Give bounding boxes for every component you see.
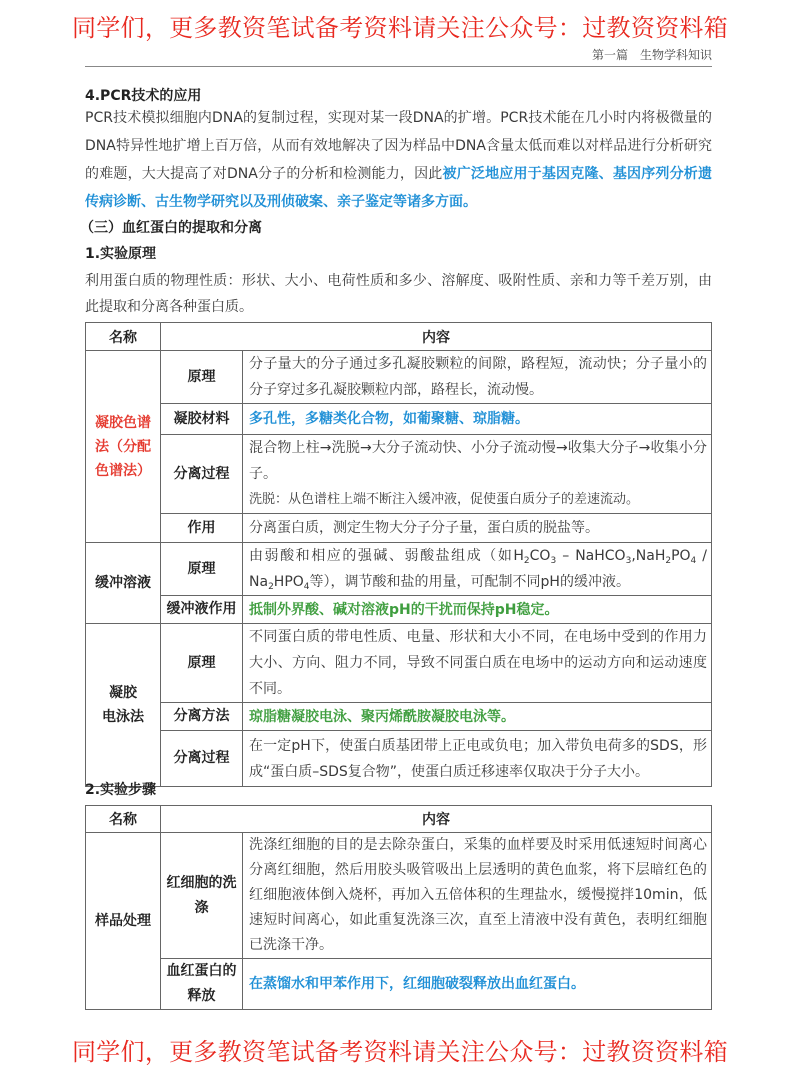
table-row bbox=[86, 543, 712, 596]
table-row bbox=[86, 624, 712, 703]
formula-text: HPO bbox=[273, 574, 304, 590]
section-title: （三）血红蛋白的提取和分离 bbox=[80, 220, 262, 236]
table-row bbox=[86, 351, 712, 404]
row-label-hemoglobin-release: 血红蛋白的释放 bbox=[161, 959, 243, 1010]
table-row bbox=[86, 596, 712, 624]
running-head: 第一篇 生物学科知识 bbox=[591, 48, 712, 62]
row-label-electrophoresis-process: 分离过程 bbox=[161, 731, 243, 787]
buffer-function-highlight: 抵制外界酸、碱对溶液pH的干扰而保持pH稳定。 bbox=[249, 601, 559, 618]
group-gel-chromatography: 凝胶色谱法（分配色谱法） bbox=[86, 351, 161, 543]
table-header-row bbox=[86, 323, 712, 351]
row-label-separation-process: 分离过程 bbox=[161, 435, 243, 514]
row-content-buffer-principle bbox=[243, 543, 712, 596]
formula-subscript: 4 bbox=[303, 582, 310, 592]
group-sample-processing: 样品处理 bbox=[86, 833, 161, 1010]
table-header-row bbox=[86, 806, 712, 833]
table-row bbox=[86, 833, 712, 959]
row-content-principle: 分子量大的分子通过多孔凝胶颗粒的间隙，路程短，流动快；分子量小的分子穿过多孔凝胶颗粒内部，路程长，流动慢。 bbox=[243, 351, 712, 404]
formula-text: CO bbox=[529, 548, 551, 564]
experiment-steps-table bbox=[85, 805, 712, 1010]
formula-text: 等），调节酸和盐的用量，可配制不同pH的缓冲液。 bbox=[309, 574, 630, 590]
row-content-separation-process bbox=[243, 435, 712, 514]
row-label-function: 作用 bbox=[161, 514, 243, 543]
header-content-cell: 内容 bbox=[161, 323, 712, 351]
separation-method-highlight: 琼脂糖凝胶电泳、聚丙烯酰胺凝胶电泳等。 bbox=[249, 708, 515, 725]
promo-banner-bottom: 同学们，更多教资笔试备考资料请关注公众号：过教资资料箱 bbox=[71, 1038, 729, 1066]
row-content-rbc-washing: 洗涤红细胞的目的是去除杂蛋白，采集的血样要及时采用低速短时间离心分离红细胞，然后用胶头吸管吸出上层透明的黄色血浆，将下层暗红色的红细胞液体倒入烧杯，再加入五倍体积的生理盐水，缓慢搅拌10min，低速短时间离心，如此重复洗涤三次，直至上清液中没有黄色，表明红细胞已洗涤干净。 bbox=[243, 833, 712, 959]
row-content-electrophoresis-process: 在一定pH下，使蛋白质基团带上正电或负电；加入带负电荷多的SDS，形成“蛋白质–SDS复合物”，使蛋白质迁移速率仅取决于分子大小。 bbox=[243, 731, 712, 787]
pcr-heading: 4.PCR技术的应用 bbox=[85, 88, 202, 104]
formula-subscript: 2 bbox=[268, 582, 274, 592]
row-content-separation-method bbox=[243, 703, 712, 731]
formula-subscript: 2 bbox=[665, 556, 672, 566]
group-buffer-solution: 缓冲溶液 bbox=[86, 543, 161, 624]
formula-subscript: 3 bbox=[550, 556, 557, 566]
pcr-paragraph bbox=[85, 104, 712, 216]
table-row bbox=[86, 435, 712, 514]
row-content-electrophoresis-principle: 不同蛋白质的带电性质、电量、形状和大小不同，在电场中受到的作用力大小、方向、阻力不同，导致不同蛋白质在电场中的运动方向和运动速度不同。 bbox=[243, 624, 712, 703]
row-label-buffer-principle: 原理 bbox=[161, 543, 243, 596]
separation-methods-table bbox=[85, 322, 712, 787]
formula-subscript: 3 bbox=[625, 556, 632, 566]
row-label-electrophoresis-principle: 原理 bbox=[161, 624, 243, 703]
header-content-cell: 内容 bbox=[161, 806, 712, 833]
formula-text: 由弱酸和相应的强碱、弱酸盐组成（如H bbox=[249, 548, 524, 564]
pcr-highlight: 被广泛地应用于基因克隆、基因序列分析遗传病诊断、古生物学研究以及刑侦破案、亲子鉴定等诸多方面。 bbox=[85, 166, 712, 210]
gel-material-highlight: 多孔性，多糖类化合物，如葡聚糖、琼脂糖。 bbox=[249, 411, 529, 427]
hemoglobin-release-highlight: 在蒸馏水和甲苯作用下，红细胞破裂释放出血红蛋白。 bbox=[249, 975, 585, 992]
formula-text: / Na bbox=[249, 548, 708, 590]
group-label-line: 电泳法 bbox=[102, 709, 144, 725]
formula-text: ,NaH bbox=[631, 548, 666, 564]
table-row bbox=[86, 959, 712, 1010]
promo-banner-top: 同学们，更多教资笔试备考资料请关注公众号：过教资资料箱 bbox=[71, 14, 729, 42]
group-label-line: 凝胶 bbox=[109, 685, 137, 701]
principle-heading: 1.实验原理 bbox=[85, 246, 157, 262]
row-content-function: 分离蛋白质，测定生物大分子分子量，蛋白质的脱盐等。 bbox=[243, 514, 712, 543]
table-row bbox=[86, 404, 712, 435]
formula-text: – NaHCO bbox=[556, 548, 626, 564]
formula-text: PO bbox=[671, 548, 691, 564]
row-label-separation-method: 分离方法 bbox=[161, 703, 243, 731]
row-content-gel-material bbox=[243, 404, 712, 435]
row-label-principle: 原理 bbox=[161, 351, 243, 404]
principle-paragraph: 利用蛋白质的物理性质：形状、大小、电荷性质和多少、溶解度、吸附性质、亲和力等千差万别，由此提取和分离各种蛋白质。 bbox=[85, 273, 712, 315]
elution-note: 洗脱：从色谱柱上端不断注入缓冲液，促使蛋白质分子的差速流动。 bbox=[249, 492, 640, 507]
table-row bbox=[86, 514, 712, 543]
header-name-cell: 名称 bbox=[86, 323, 161, 351]
row-label-gel-material: 凝胶材料 bbox=[161, 404, 243, 435]
header-rule bbox=[85, 66, 712, 67]
formula-subscript: 4 bbox=[690, 556, 697, 566]
steps-heading: 2.实验步骤 bbox=[85, 782, 157, 798]
row-label-rbc-washing: 红细胞的洗涤 bbox=[161, 833, 243, 959]
group-gel-electrophoresis bbox=[86, 624, 161, 787]
process-steps: 混合物上柱→洗脱→大分子流动快、小分子流动慢→收集大分子→收集小分子。 bbox=[249, 440, 707, 482]
row-content-buffer-function bbox=[243, 596, 712, 624]
row-label-buffer-function: 缓冲液作用 bbox=[161, 596, 243, 624]
pcr-text: PCR技术模拟细胞内DNA的复制过程，实现对某一段DNA的扩增。PCR技术能在几小时内将极微量的DNA特异性地扩增上百万倍，从而有效地解决了因为样品中DNA含量太低而难以对样品进行分析研究的难题，大大提高了对DNA分子的分析和检测能力，因此 bbox=[85, 110, 712, 182]
row-content-hemoglobin-release bbox=[243, 959, 712, 1010]
formula-subscript: 2 bbox=[523, 556, 530, 566]
header-name-cell: 名称 bbox=[86, 806, 161, 833]
table-row bbox=[86, 703, 712, 731]
table-row bbox=[86, 731, 712, 787]
